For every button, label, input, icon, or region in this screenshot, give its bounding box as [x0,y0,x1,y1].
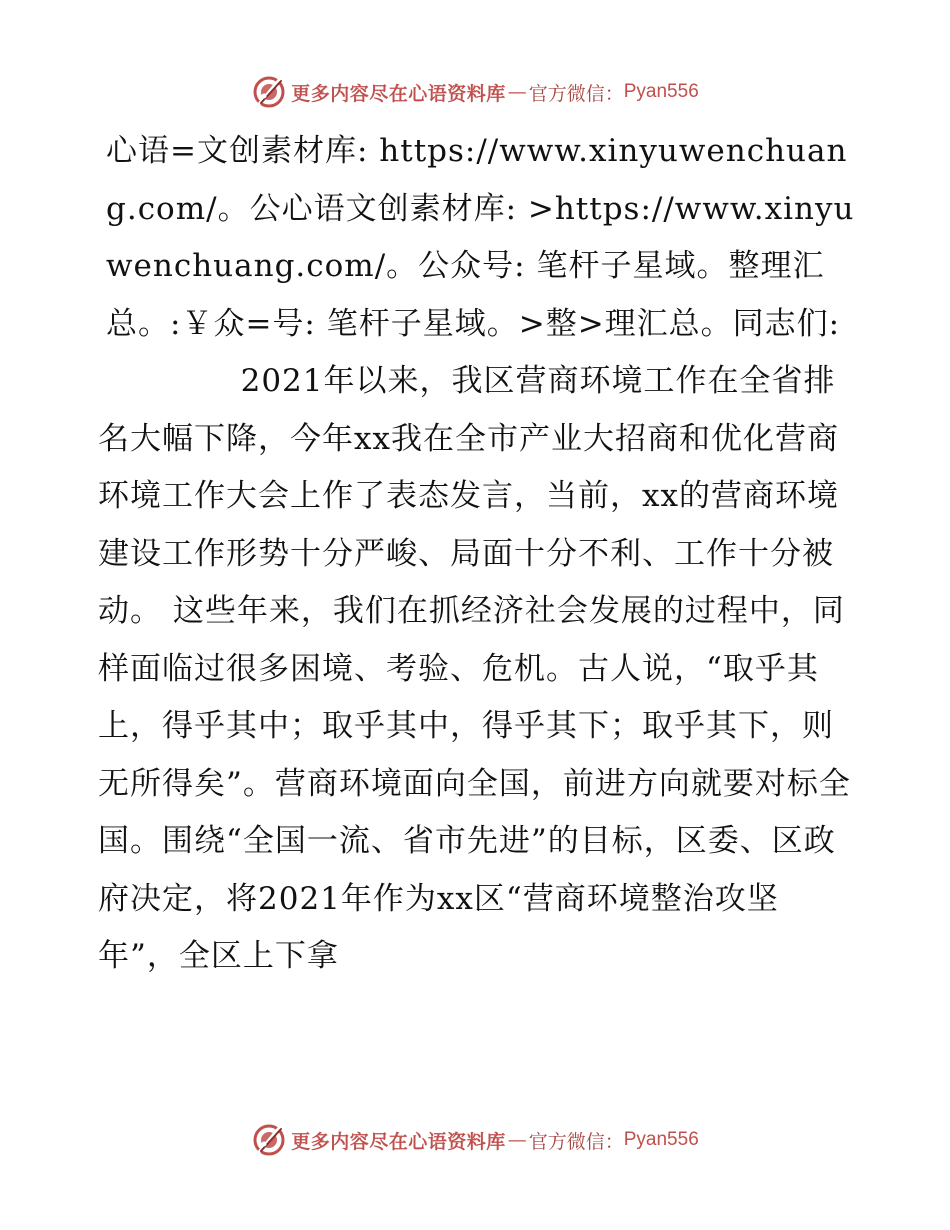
watermark-separator: — [507,1129,527,1151]
watermark-wechat-label: 官方微信： [528,1130,624,1153]
xinyu-logo-icon [251,74,287,110]
watermark-separator: — [507,81,527,103]
speech-paragraph: 2021年以来，我区营商环境工作在全省排名大幅下降，今年xx我在全市产业大招商和优化营商环境工作大会上作了表态发言，当前，xx的营商环境建设工作形势十分严峻、局面十分不利、工作十分被动。 这些年来，我们在抓经济社会发展的过程中，同样面临过很多困境、考验、危机。古人说，“取乎其上，得乎其中；取乎其中，得乎其下；取乎其下，则无所得矣”。营商环境面向全国，前进方向就要对标全国。围绕“全国一流、省市先进”的目标，区委、区政府决定，将2021年作为xx区“营商环境整治攻坚年”，全区上下拿 [98,363,851,974]
document-body [98,123,858,986]
footer-watermark [0,1120,950,1160]
xinyu-logo-icon [251,1122,287,1158]
watermark-wechat-id: Pyan556 [623,81,699,102]
intro-paragraph: 心语=文创素材库: https://www.xinyuwenchuang.com/。公心语文创素材库: >https://www.xinyuwenchuang.com/。公众号: 笔杆子星域。整理汇总。:￥众=号: 笔杆子星域。>整>理汇总。同志们: [106,133,855,342]
watermark-wechat-label: 官方微信： [528,82,624,105]
header-watermark [0,72,950,112]
watermark-main-text: 更多内容尽在心语资料库 [291,1130,506,1153]
watermark-main-text: 更多内容尽在心语资料库 [291,82,506,105]
watermark-wechat-id: Pyan556 [623,1129,699,1150]
